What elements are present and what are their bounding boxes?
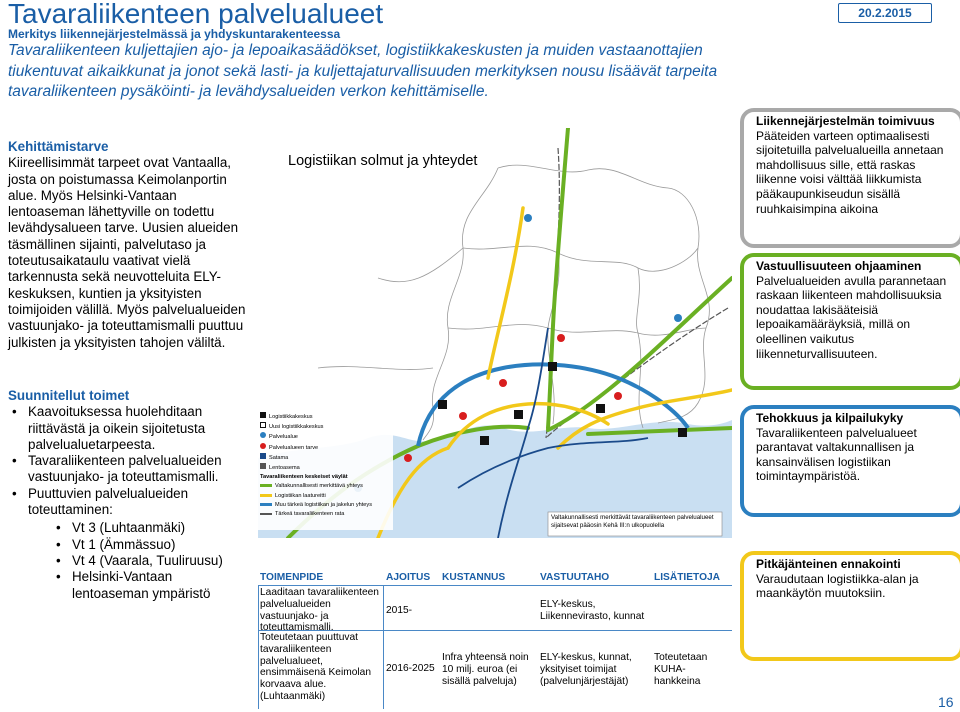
legend-item: Valtakunnallisesti merkittävä yhteys [260,482,390,491]
planned-locations-list [8,520,248,601]
legend-item: Lentoasema [260,463,390,473]
table-divider [258,585,732,586]
development-need-section [8,139,248,351]
legend-heading: Tavaraliikenteen keskeiset väylät [260,474,348,481]
legend-item: Palvelualue [260,432,390,442]
table-divider [258,585,259,709]
lead-paragraph: Tavaraliikenteen kuljettajien ajo- ja lepoaikasäädökset, logistiikkakeskusten ja muiden vastaanottajien tiukentuvat aikaikkunat ja jonot sekä lasti- ja kuljettajaturvallisuuden merkityksen nousu lisäävät tarpeita tavaraliikenteen pysäköinti- ja levähdysalueiden verkon kehittämiselle. [8,42,718,100]
table-cell: 2016-2025 [386,663,435,674]
table-header-action: TOIMENPIDE [260,572,324,583]
table-cell: ELY-keskus, kunnat, yksityiset toimijat (palvelunjärjestäjät) [540,652,632,687]
legend-item: Satama [260,453,390,463]
table-cell: Infra yhteensä noin 10 milj. euroa (ei sisällä palveluja) [442,652,529,687]
legend-item: Palvelualueen tarve [260,443,390,453]
card-heading: Vastuullisuuteen ohjaaminen [756,259,922,273]
page-number: 16 [938,694,954,710]
table-header-responsible: VASTUUTAHO [540,572,610,583]
list-item: • Vt 3 (Luhtaanmäki) [8,520,248,536]
airport-icon [260,463,266,469]
table-cell: Toteutetaan KUHA-hankkeina [654,652,708,687]
card-responsibility [740,253,960,390]
table-divider [383,585,384,709]
list-item: • Vt 4 (Vaarala, Tuuliruusu) [8,553,248,569]
table-cell: 2015- [386,605,413,616]
card-text: Palvelualueiden avulla parannetaan raskaan liikenteen mahdollisuuksia noudattaa lakisääteisiä lepoaikamääräyksiä, millä on oleellinen vaikutus liikenneturvallisuuteen. [756,273,947,361]
development-need-heading: Kehittämistarve [8,139,109,154]
yellow-route-icon [260,494,272,497]
development-need-text: Kiireellisimmät tarpeet ovat Vantaalla, josta on poistumassa Keimolanportin alue. Myös Helsinki-Vantaan lentoaseman lähettyville on todettu levähdysalueen tarve. Uusien alueiden täsmällinen sijainti, palvelutaso ja toteutusaikataulu vaativat vielä tarkennusta sekä neuvotteluita ELY-keskuksen, kuntien ja yksityisten toimijoiden välillä. Myös palvelualueiden vastuunjako- ja toteuttamismalli puuttuu julkisten ja yksityisten tahojen väliltä. [8,155,246,350]
list-item: • Puuttuvien palvelualueiden toteuttaminen: [8,486,248,519]
table-header-timing: AJOITUS [386,572,431,583]
planned-actions-section [8,388,248,602]
list-item: • Vt 1 (Ämmässuo) [8,537,248,553]
green-route-icon [260,484,272,487]
table-cell: Laaditaan tavaraliikenteen palvelualueiden vastuunjako- ja toteuttamismalli. [260,587,379,634]
page-title: Tavaraliikenteen palvelualueet [8,0,384,29]
map-title: Logistiikan solmut ja yhteydet [288,153,478,169]
legend-item: Tärkeä tavaraliikenteen rata [260,510,390,519]
card-text: Tavaraliikenteen palvelualueet parantavat valtakunnallisen ja kansainvälisen logistiikan toimintaympäristöä. [756,425,917,484]
card-efficiency [740,405,960,517]
legend-item: Logistiikkakeskus [260,412,390,422]
card-heading: Liikennejärjestelmän toimivuus [756,114,935,128]
card-text: Varaudutaan logistiikka-alan ja maankäytön muutoksiin. [756,571,919,601]
planned-actions-heading: Suunnitellut toimet [8,388,130,403]
list-item: • Helsinki-Vantaan lentoaseman ympäristö [8,569,248,602]
logistics-map [258,128,732,538]
table-cell: Toteutetaan puuttuvat tavaraliikenteen palvelualueet, ensimmäisenä Keimolan korvaava alue. (Luhtaanmäki) [260,632,371,702]
table-header-cost: KUSTANNUS [442,572,506,583]
card-text: Pääteiden varteen optimaalisesti sijoitetuilla palvelualueilla annetaan mahdollisuus sille, että raskas liikenne voisi välttää liikkumista pääkaupunkiseudun sisällä ruuhkaisimpina aikoina [756,128,944,216]
new-hub-icon [260,422,266,428]
rail-icon [260,513,272,515]
planned-actions-list [8,404,248,518]
map-legend [260,412,390,519]
card-system-function [740,108,960,248]
blue-route-icon [260,503,272,506]
table-cell: ELY-keskus, Liikennevirasto, kunnat [540,599,645,622]
card-heading: Pitkäjänteinen ennakointi [756,557,901,571]
card-foresight [740,551,960,661]
map-note: Valtakunnallisesti merkittävät tavaraliikenteen palvelualueet sijaitsevat pääosin Kehä III:n ulkopuolella [551,514,714,529]
list-item: • Kaavoituksessa huolehditaan riittävästä ja oikein sijoitetusta palvelualuetarpeesta. [8,404,248,453]
card-heading: Tehokkuus ja kilpailukyky [756,411,904,425]
legend-item: Uusi logistiikkakeskus [260,422,390,432]
date-badge: 20.2.2015 [838,3,932,23]
hub-icon [260,412,266,418]
table-header-info: LISÄTIETOJA [654,572,721,583]
service-area-icon [260,432,266,438]
service-need-icon [260,443,266,449]
page-subtitle: Merkitys liikennejärjestelmässä ja yhdyskuntarakenteessa [8,27,341,41]
harbour-icon [260,453,266,459]
legend-item: Muu tärkeä logistiikan ja jakelun yhteys [260,501,390,510]
list-item: • Tavaraliikenteen palvelualueiden vastuunjako- ja toteuttamismalli. [8,453,248,486]
legend-item: Logistiikan laatureitti [260,492,390,501]
